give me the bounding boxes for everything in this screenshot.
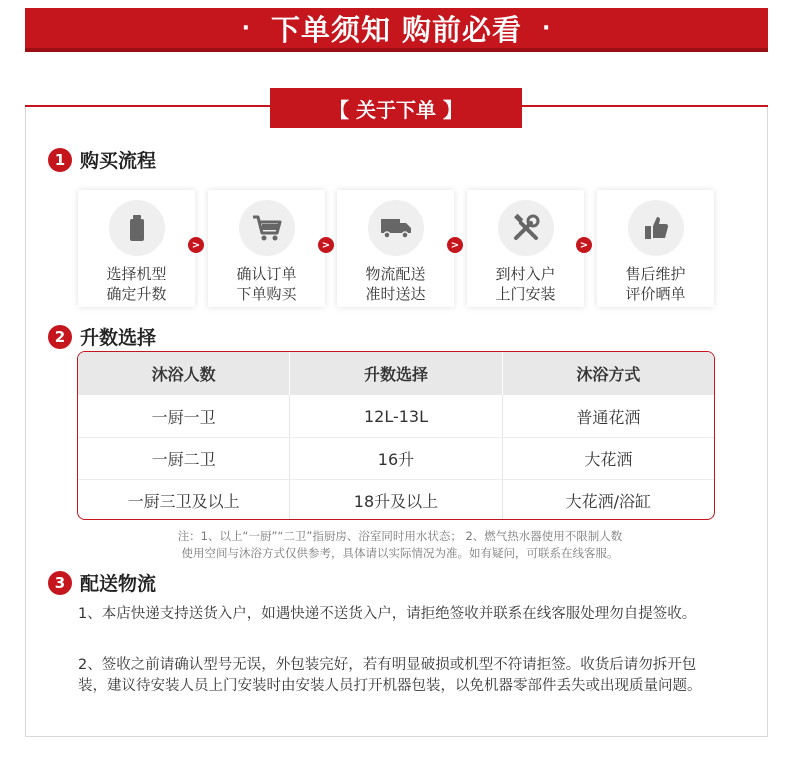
- step-card-order: [208, 190, 325, 307]
- header-banner: [25, 8, 768, 52]
- step-label-line1: 售后维护: [625, 265, 686, 283]
- table-cell: 18升及以上: [289, 480, 502, 520]
- section-number: 2: [48, 325, 72, 349]
- step-arrow-icon: >: [447, 237, 463, 253]
- step-label-line1: 确认订单: [236, 265, 297, 283]
- step-label-line2: 评价晒单: [625, 285, 686, 303]
- table-cell: 大花洒: [584, 450, 633, 469]
- table-row: [78, 479, 714, 520]
- banner-dot-right: ·: [542, 15, 552, 41]
- table-header-row: [78, 352, 714, 395]
- step-label-line2: 下单购买: [236, 285, 297, 303]
- step-label-line2: 确定升数: [106, 285, 167, 303]
- cart-icon: [251, 213, 283, 243]
- tools-icon: [511, 213, 541, 243]
- step-label-line1: 到村入户: [495, 265, 556, 283]
- thumbs-up-icon: [641, 213, 671, 243]
- table-cell: 一厨二卫: [151, 450, 216, 469]
- step-card-aftersale: [597, 190, 714, 307]
- note-line: 注：1、以上“一厨”“二卫”指厨房、浴室同时用水状态； 2、燃气热水器使用不限制人数: [177, 529, 623, 543]
- step-arrow-icon: >: [188, 237, 204, 253]
- section-title: 购买流程: [80, 150, 157, 172]
- table-header-cell: 升数选择: [289, 352, 502, 395]
- table-row: [78, 437, 714, 479]
- table-cell: 12L-13L: [289, 395, 502, 437]
- truck-icon: [380, 215, 412, 241]
- step-arrow-icon: >: [576, 237, 592, 253]
- capacity-table: [77, 351, 715, 520]
- table-cell: 普通花洒: [576, 407, 641, 427]
- table-cell: 16升: [289, 438, 502, 479]
- step-card-select: [78, 190, 195, 307]
- section-number: 1: [48, 148, 72, 172]
- banner-dot-left: ·: [241, 15, 251, 41]
- section-heading-delivery: [48, 569, 156, 596]
- table-row: [78, 395, 714, 437]
- section-title: 升数选择: [80, 327, 157, 349]
- table-note: [100, 528, 700, 562]
- delivery-paragraph-1: 1、本店快递支持送货入户，如遇快递不送货入户，请拒绝签收并联系在线客服处理勿自提签收。: [78, 606, 697, 622]
- table-cell: 一厨一卫: [151, 407, 216, 427]
- table-header-cell: 沐浴方式: [576, 365, 641, 384]
- step-label-line2: 准时送达: [365, 285, 426, 303]
- section-title: 配送物流: [80, 573, 157, 595]
- note-line: 使用空间与沐浴方式仅供参考，具体请以实际情况为准。如有疑问，可联系在线客服。: [181, 546, 619, 560]
- table-cell: 大花洒/浴缸: [565, 492, 652, 511]
- table-cell: 一厨三卫及以上: [127, 492, 240, 511]
- section-heading-capacity: [48, 323, 156, 350]
- section-tag: 【 关于下单 】: [270, 88, 522, 128]
- step-card-shipping: [337, 190, 454, 307]
- banner-title: 下单须知 购前必看: [270, 12, 523, 47]
- section-number: 3: [48, 571, 72, 595]
- table-header-cell: 沐浴人数: [151, 365, 216, 384]
- delivery-paragraph-2: 2、签收之前请确认型号无误，外包装完好，若有明显破损或机型不符请拒签。收货后请勿拆开包装，建议待安装人员上门安装时由安装人员打开机器包装，以免机器零部件丢失或出现质量问题。: [78, 657, 702, 694]
- step-arrow-icon: >: [318, 237, 334, 253]
- step-label-line1: 选择机型: [106, 265, 167, 283]
- purchase-steps: [78, 190, 714, 308]
- step-card-install: [467, 190, 584, 307]
- section-heading-purchase: [48, 146, 156, 173]
- step-label-line1: 物流配送: [365, 265, 426, 283]
- step-label-line2: 上门安装: [495, 285, 556, 303]
- bottle-icon: [122, 213, 152, 243]
